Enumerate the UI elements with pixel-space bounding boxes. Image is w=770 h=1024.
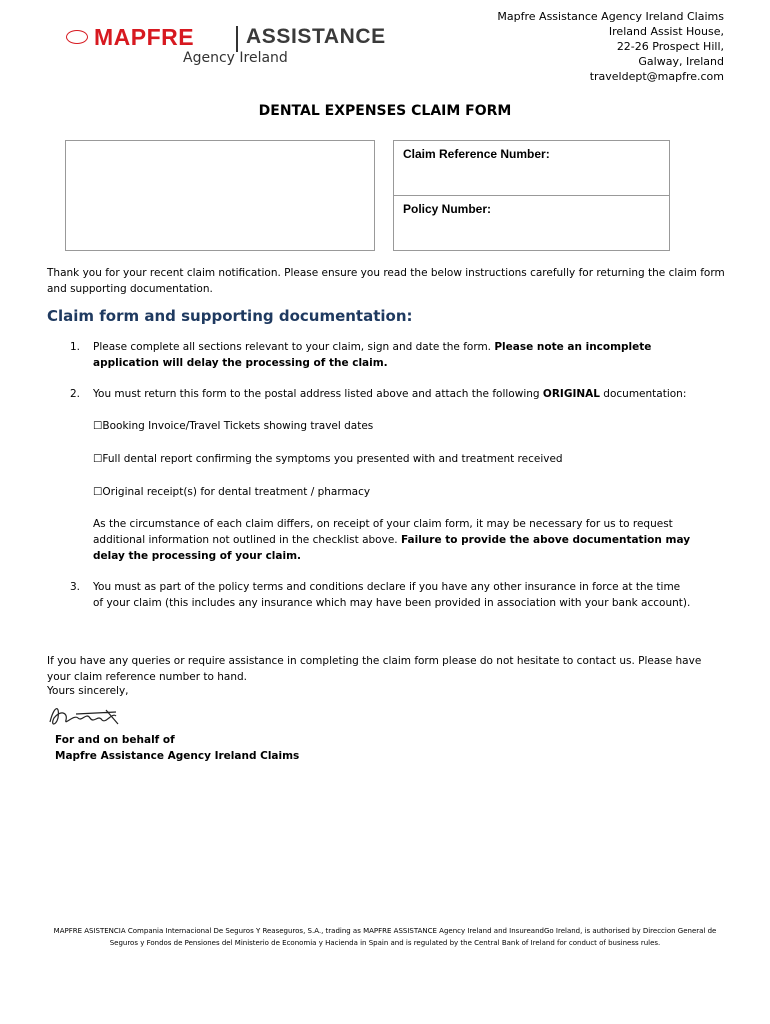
signoff-line: Mapfre Assistance Agency Ireland Claims [55,750,300,762]
item-text: You must return this form to the postal address listed above and attach the following [93,388,543,400]
logo-assistance: ASSISTANCE [246,25,386,48]
address-line: Ireland Assist House, [608,25,724,38]
logo-divider [236,26,238,52]
list-item [93,339,693,371]
section-heading: Claim form and supporting documentation: [47,307,413,325]
item-text: Please complete all sections relevant to your claim, sign and date the form. [93,341,495,353]
legal-footer: MAPFRE ASISTENCIA Compania Internacional De Seguros Y Reaseguros, S.A., trading as MAPFRE ASSISTANCE Agency Ireland and InsureandGo Ireland, is authorised by Direccion General de Seguros y Fondos de Pensiones del Ministerio de Economia y Hacienda in Spain and is regulated by the Central Bank of Ireland for conduct of business rules. [53,927,717,947]
sender-address [497,9,724,84]
signoff-block [55,732,299,764]
note-text: As the circumstance of each claim differs, on receipt of your claim form, it may be necessary for us to request additional information not outlined in the checklist above. [93,518,673,546]
note-bold-text: Failure to provide the above documentation may delay the processing of your claim. [93,534,691,562]
checklist-item[interactable]: ☐Full dental report confirming the symptoms you presented with and treatment received [93,453,563,465]
form-title: DENTAL EXPENSES CLAIM FORM [258,103,512,119]
intro-text: Thank you for your recent claim notification. Please ensure you read the below instructions carefully for returning the claim form and supporting documentation. [47,267,725,295]
blank-box [65,140,375,251]
mapfre-logo [66,24,406,68]
item-text: documentation: [599,388,687,400]
address-email[interactable]: traveldept@mapfre.com [589,70,724,83]
item-number: 3. [70,581,81,593]
queries-text: If you have any queries or require assistance in completing the claim form please do not hesitate to contact us. Please have your claim reference number to hand. [47,654,702,683]
item-number: 2. [70,388,81,400]
logo-brand: MAPFRE [94,24,195,50]
checklist-note [93,516,693,564]
mapfre-emblem-icon [66,30,88,44]
policy-number-field[interactable] [393,195,670,251]
item-text: You must as part of the policy terms and conditions declare if you have any other insurance in force at the time of your claim (this includes any insurance which may have been provided in association with your bank account). [93,581,691,609]
item-bold-text: ORIGINAL [542,388,600,400]
logo-subtitle: Agency Ireland [183,50,288,66]
list-item [93,579,693,611]
policy-number-label: Policy Number: [403,202,492,216]
claim-reference-label: Claim Reference Number: [403,147,550,161]
list-item [93,386,693,402]
checklist-item[interactable]: ☐Original receipt(s) for dental treatment / pharmacy [93,486,371,498]
checklist-item[interactable]: ☐Booking Invoice/Travel Tickets showing travel dates [93,420,374,432]
signature-image [46,700,126,732]
claim-reference-field[interactable] [393,140,670,196]
address-line: 22-26 Prospect Hill, [616,40,724,53]
yours-sincerely: Yours sincerely, [47,685,129,697]
address-line: Mapfre Assistance Agency Ireland Claims [497,10,724,23]
address-line: Galway, Ireland [638,55,724,68]
signoff-line: For and on behalf of [55,734,175,746]
item-bold-text: Please note an incomplete application will delay the processing of the claim. [93,341,652,369]
item-number: 1. [70,341,81,353]
